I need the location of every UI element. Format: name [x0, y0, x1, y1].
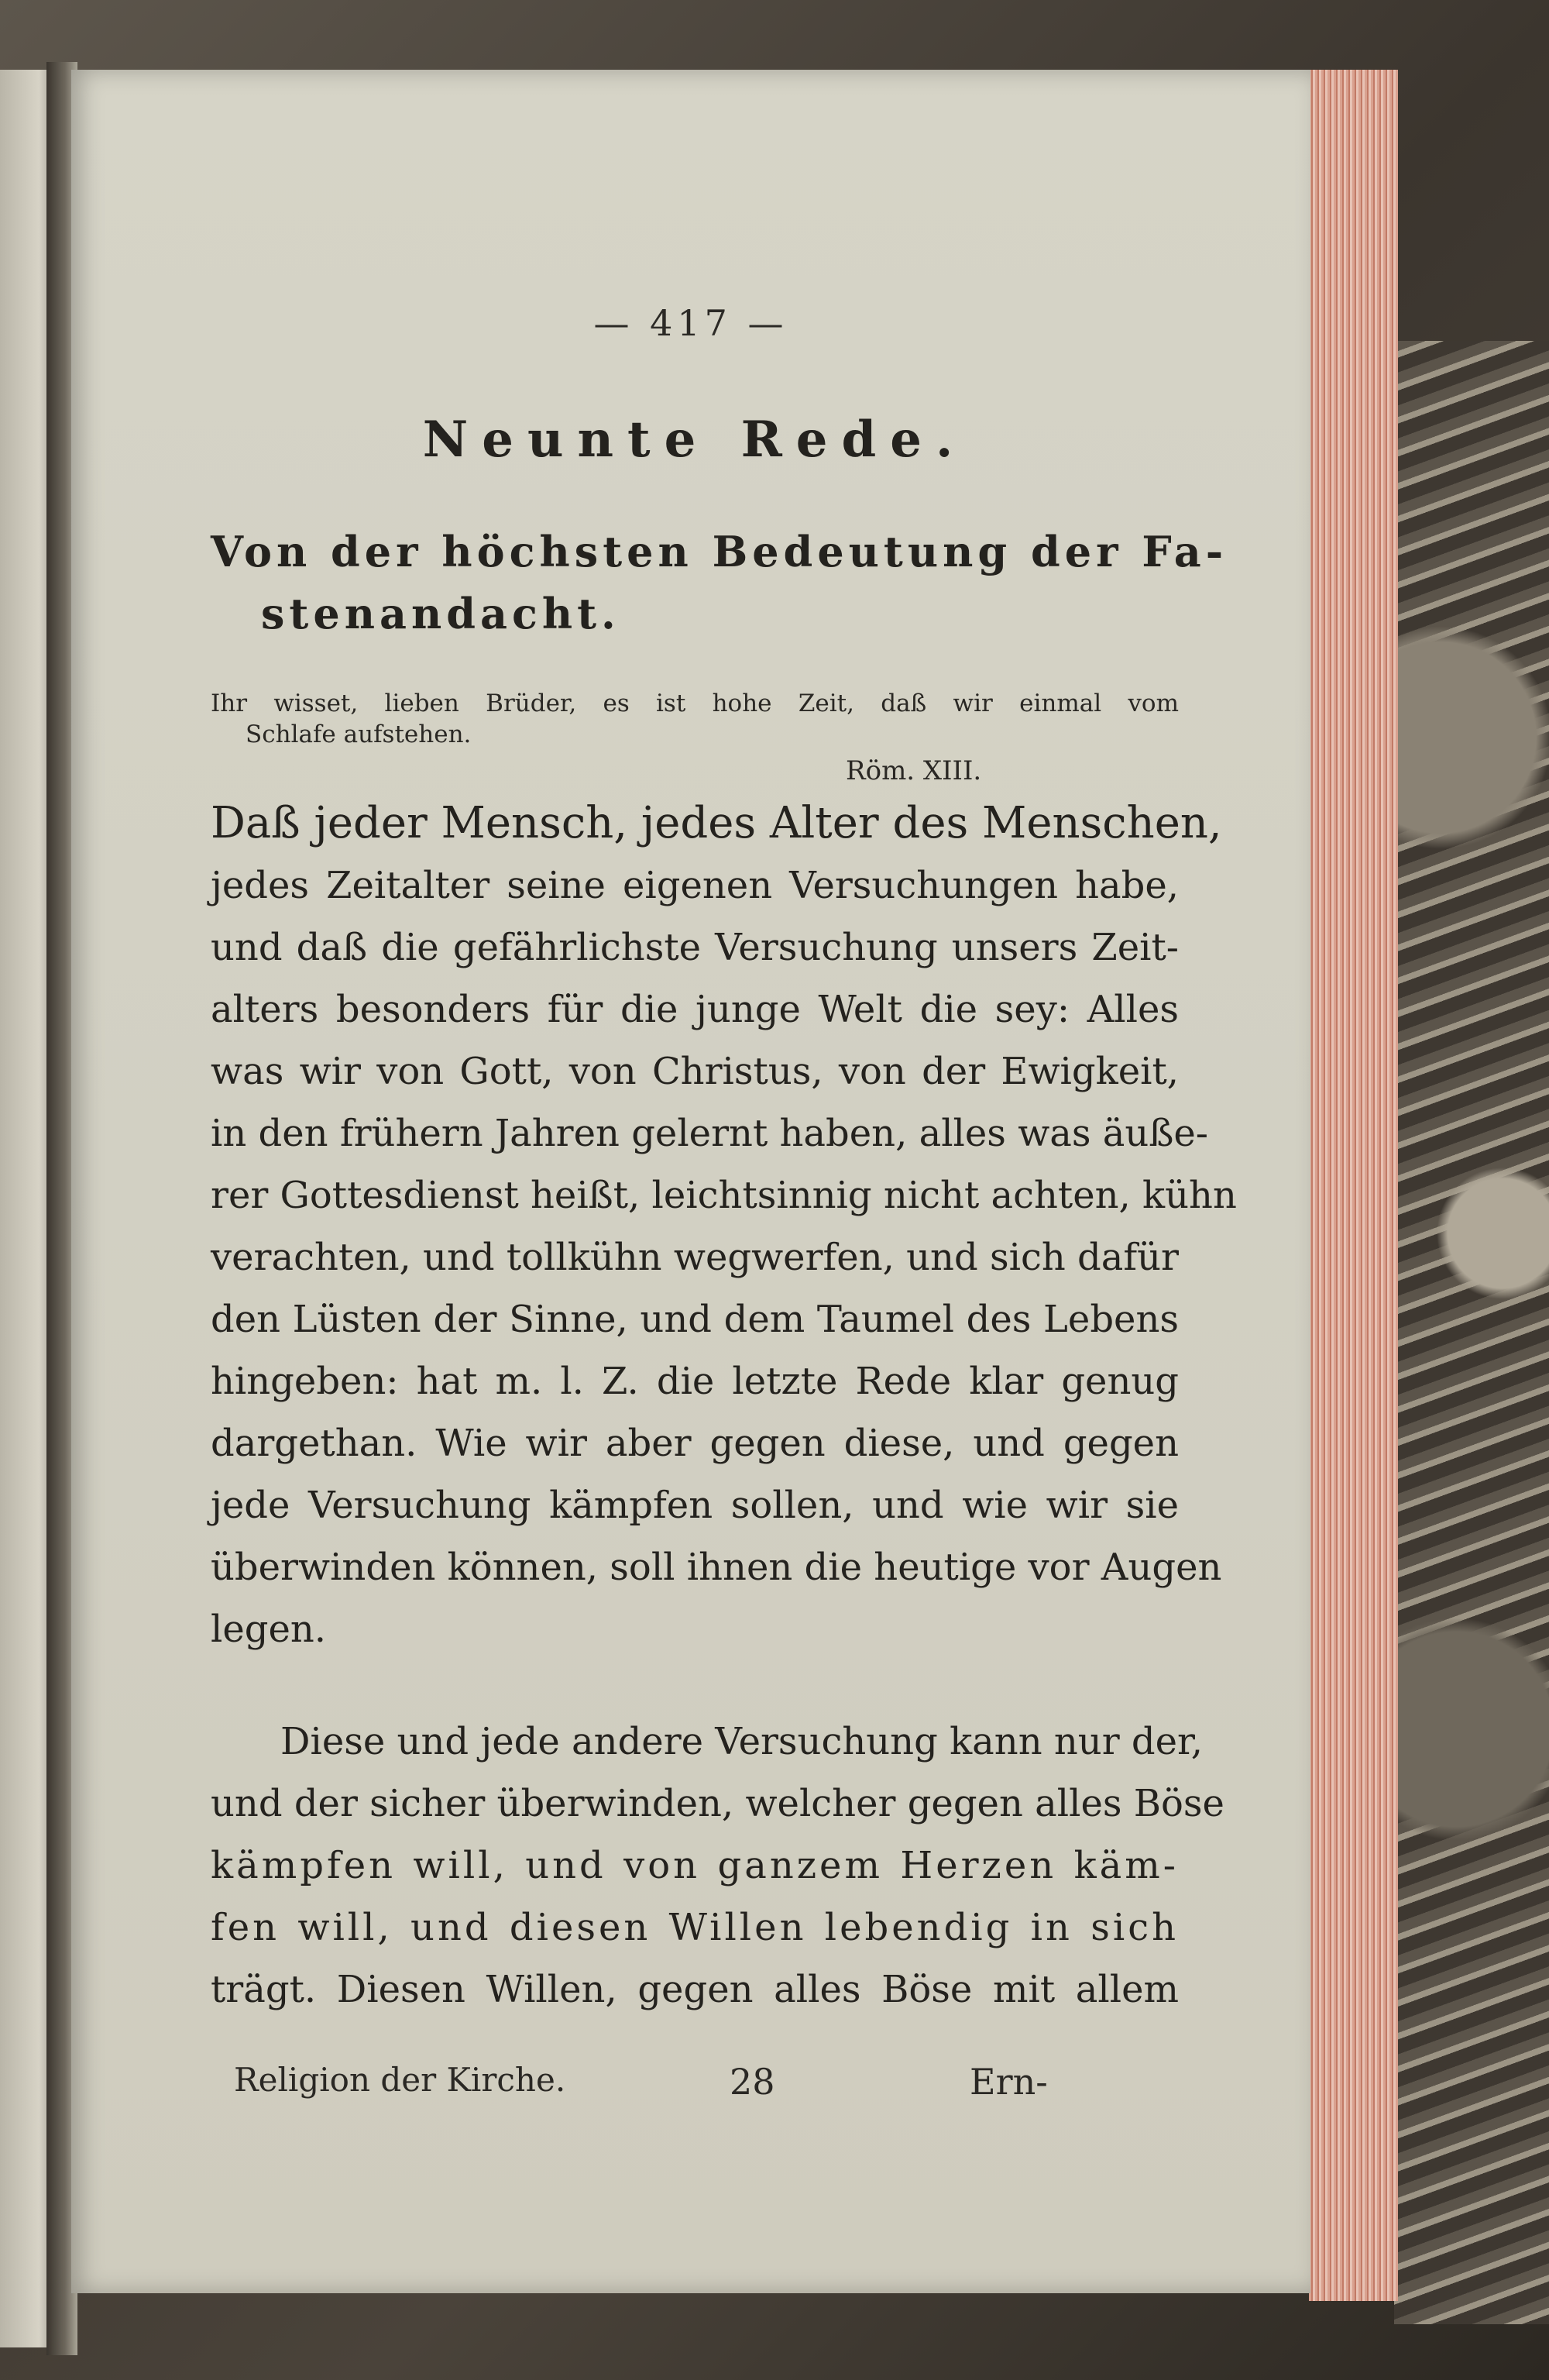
- paragraph-1-line: dargethan. Wie wir aber gegen diese, und gegen: [211, 1422, 1179, 1465]
- subtitle-line-1: Von der höchsten Bedeutung der Fa-: [211, 527, 1228, 576]
- paragraph-1-line: in den frühern Jahren gelernt haben, alles was äuße-: [211, 1112, 1209, 1155]
- motto-line-1: Ihr wisset, lieben Brüder, es ist hohe Zeit, daß wir einmal vom: [211, 690, 1179, 717]
- paragraph-2-line: Diese und jede andere Versuchung kann nur der,: [280, 1720, 1203, 1763]
- paragraph-1-line: rer Gottesdienst heißt, leichtsinnig nicht achten, kühn: [211, 1174, 1237, 1217]
- paragraph-1-line: den Lüsten der Sinne, und dem Taumel des Lebens: [211, 1298, 1179, 1341]
- page-edges: [1309, 70, 1398, 2301]
- paragraph-1-line: jedes Zeitalter seine eigenen Versuchungen habe,: [211, 864, 1179, 907]
- paragraph-1-line: und daß die gefährlichste Versuchung unsers Zeit-: [211, 926, 1179, 969]
- paragraph-2-line: und der sicher überwinden, welcher gegen alles Böse: [211, 1782, 1224, 1825]
- paragraph-1-line: verachten, und tollkühn wegwerfen, und sich dafür: [211, 1236, 1179, 1279]
- paragraph-2-line: kämpfen will, und von ganzem Herzen käm-: [211, 1844, 1179, 1887]
- page-number: — 417 —: [593, 302, 788, 344]
- motto-reference: Röm. XIII.: [846, 755, 982, 786]
- paragraph-1-line: Daß jeder Mensch, jedes Alter des Menschen,: [211, 798, 1222, 848]
- paragraph-1-line: überwinden können, soll ihnen die heutige vor Augen: [211, 1546, 1222, 1589]
- paragraph-1-line: jede Versuchung kämpfen sollen, und wie wir sie: [211, 1484, 1179, 1527]
- catchword: Ern-: [970, 2061, 1048, 2103]
- paragraph-1-line: legen.: [211, 1608, 327, 1651]
- signature-mark: 28: [730, 2061, 775, 2103]
- paragraph-2-line: trägt. Diesen Willen, gegen alles Böse mit allem: [211, 1968, 1179, 2011]
- paragraph-1-line: alters besonders für die junge Welt die sey: Alles: [211, 988, 1179, 1031]
- chapter-title: Neunte Rede.: [422, 411, 967, 469]
- paragraph-1-line: hingeben: hat m. l. Z. die letzte Rede klar genug: [211, 1360, 1179, 1403]
- paragraph-2-line: fen will, und diesen Willen lebendig in sich: [211, 1906, 1179, 1949]
- paragraph-1-line: was wir von Gott, von Christus, von der Ewigkeit,: [211, 1050, 1179, 1093]
- motto-line-2: Schlafe aufstehen.: [246, 721, 472, 748]
- marbled-cover-edge: [1394, 341, 1549, 2324]
- subtitle-line-2: stenandacht.: [261, 589, 620, 638]
- signature-title: Religion der Kirche.: [234, 2061, 566, 2099]
- book-page: [71, 70, 1310, 2293]
